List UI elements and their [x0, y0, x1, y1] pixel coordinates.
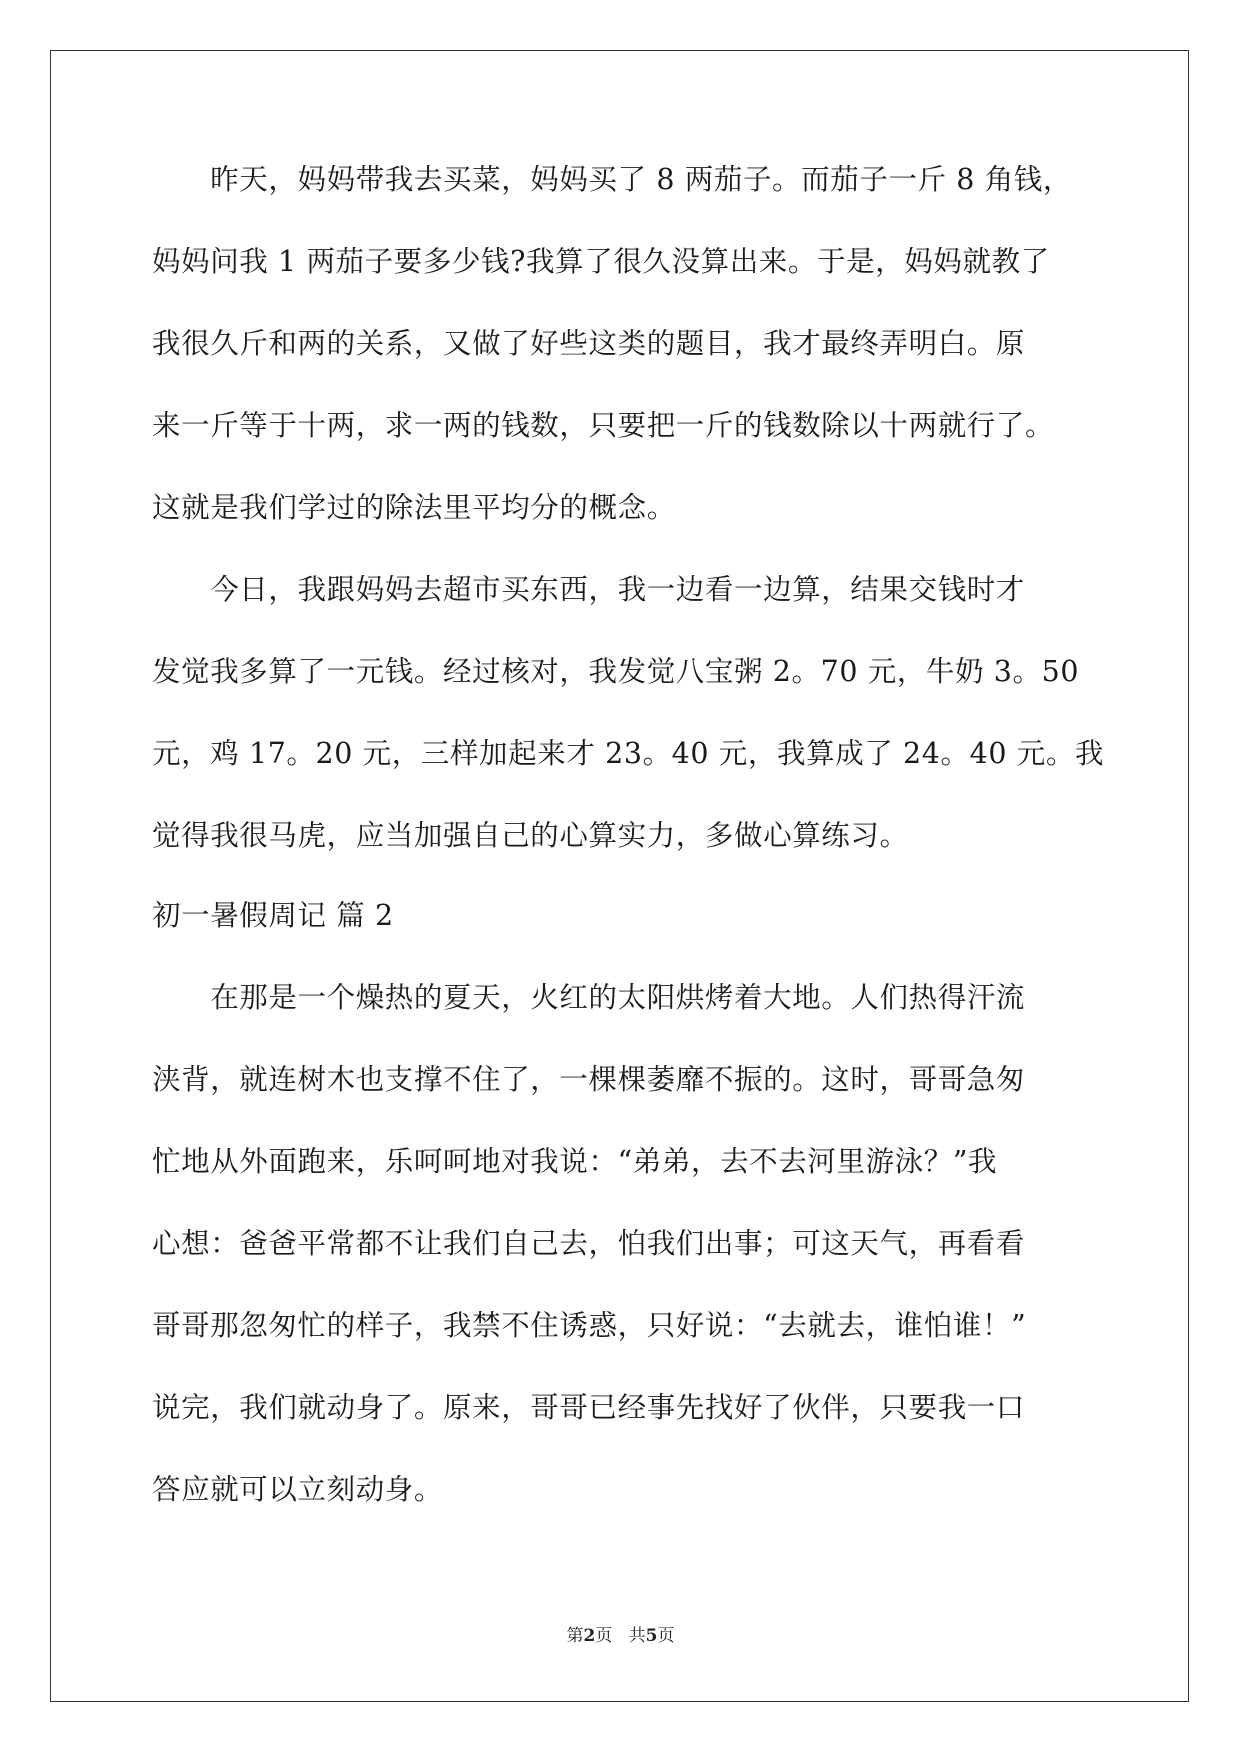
text-line: 说完，我们就动身了。原来，哥哥已经事先找好了伙伴，只要我一口	[152, 1391, 1026, 1424]
text-line: 今日，我跟妈妈去超市买东西，我一边看一边算，结果交钱时才	[152, 573, 1026, 606]
text-line: 这就是我们学过的除法里平均分的概念。	[152, 491, 676, 524]
page-footer	[0, 1624, 1241, 1648]
footer-page-prefix: 第	[566, 1626, 584, 1646]
text-line: 妈妈问我 1 两茄子要多少钱?我算了很久没算出来。于是，妈妈就教了	[152, 245, 1050, 278]
text-line: 心想：爸爸平常都不让我们自己去，怕我们出事；可这天气，再看看	[152, 1227, 1026, 1260]
page-border	[50, 50, 1189, 1702]
text-line: 觉得我很马虎，应当加强自己的心算实力，多做心算练习。	[152, 819, 909, 852]
text-line: 我很久斤和两的关系，又做了好些这类的题目，我才最终弄明白。原	[152, 327, 1026, 360]
footer-total-suffix: 页	[657, 1626, 675, 1646]
text-line: 元，鸡 17。20 元，三样加起来才 23。40 元，我算成了 24。40 元。我	[152, 737, 1105, 770]
footer-total-pages: 5	[645, 1626, 658, 1646]
text-line: 来一斤等于十两，求一两的钱数，只要把一斤的钱数除以十两就行了。	[152, 409, 1055, 442]
text-line: 忙地从外面跑来，乐呵呵地对我说：“弟弟，去不去河里游泳？”我	[152, 1145, 998, 1178]
text-line: 浃背，就连树木也支撑不住了，一棵棵萎靡不振的。这时，哥哥急匆	[152, 1063, 1026, 1096]
section-heading: 初一暑假周记 篇 2	[152, 899, 394, 932]
text-line: 哥哥那忽匆忙的样子，我禁不住诱惑，只好说：“去就去，谁怕谁！”	[152, 1309, 1027, 1342]
footer-total-prefix: 共	[628, 1626, 646, 1646]
footer-page-number: 2	[583, 1626, 596, 1646]
text-line: 发觉我多算了一元钱。经过核对，我发觉八宝粥 2。70 元，牛奶 3。50	[152, 655, 1080, 688]
footer-page-suffix: 页	[595, 1626, 613, 1646]
text-line: 在那是一个燥热的夏天，火红的太阳烘烤着大地。人们热得汗流	[152, 981, 1026, 1014]
text-line: 答应就可以立刻动身。	[152, 1473, 444, 1506]
text-line: 昨天，妈妈带我去买菜，妈妈买了 8 两茄子。而茄子一斤 8 角钱，	[152, 163, 1073, 196]
